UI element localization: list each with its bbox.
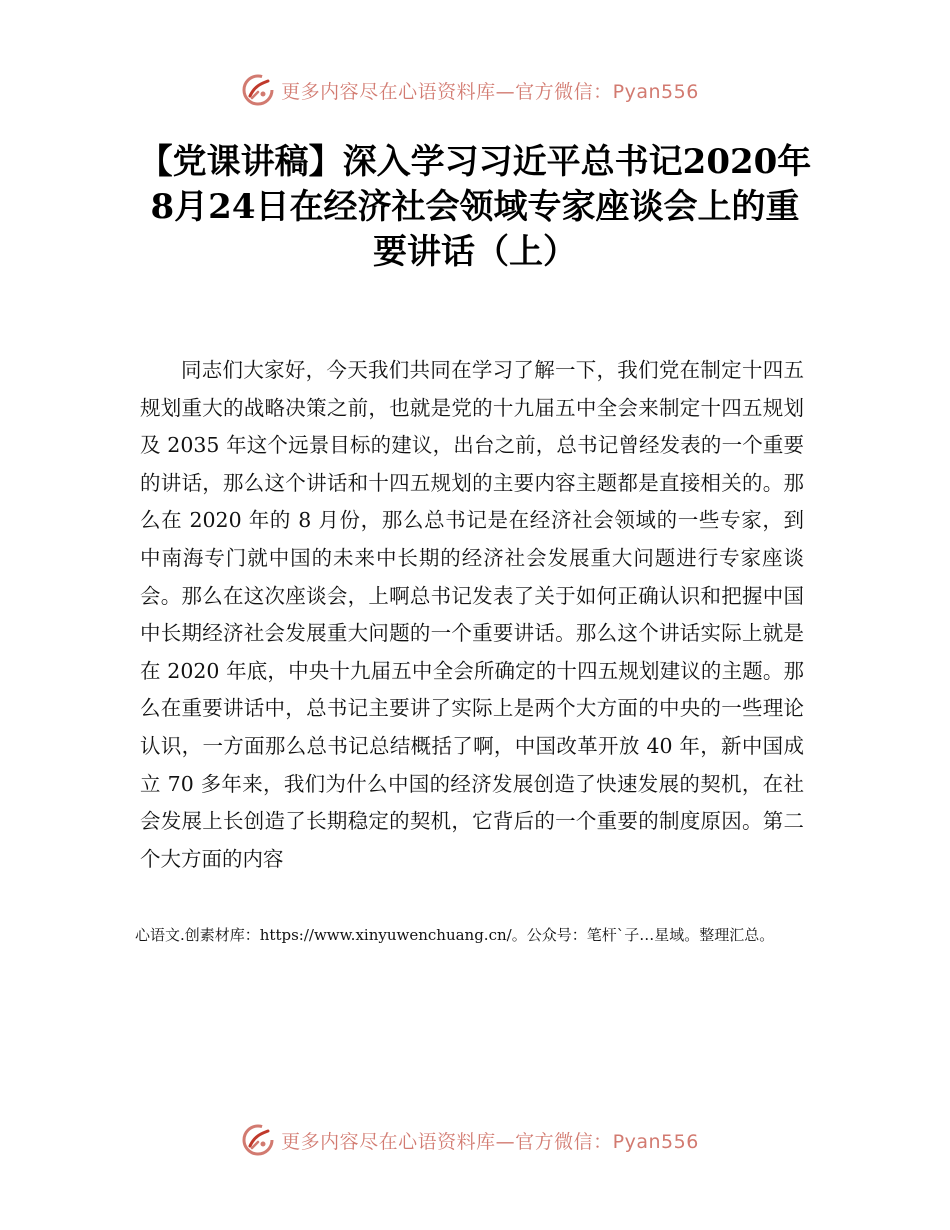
brush-swirl-logo-icon — [241, 1123, 275, 1157]
footer-watermark-banner — [0, 1118, 950, 1162]
document-body-paragraph: 同志们大家好，今天我们共同在学习了解一下，我们党在制定十四五规划重大的战略决策之前，也就是党的十九届五中全会来制定十四五规划及 2035 年这个远景目标的建议，出台之前，总书记曾经发表的一个重要的讲话，那么这个讲话和十四五规划的主要内容主题都是直接相关的。那么在 2020 年的 8 月份，那么总书记是在经济社会领域的一些专家，到中南海专门就中国的未来中长期的经济社会发展重大问题进行专家座谈会。那么在这次座谈会，上啊总书记发表了关于如何正确认识和把握中国中长期经济社会发展重大问题的一个重要讲话。那么这个讲话实际上就是在 2020 年底，中央十九届五中全会所确定的十四五规划建议的主题。那么在重要讲话中，总书记主要讲了实际上是两个大方面的中央的一些理论认识，一方面那么总书记总结概括了啊，中国改革开放 40 年，新中国成立 70 多年来，我们为什么中国的经济发展创造了快速发展的契机，在社会发展上长创造了长期稳定的契机，它背后的一个重要的制度原因。第二个大方面的内容 — [140, 358, 804, 871]
footer-banner-text: 更多内容尽在心语资料库—官方微信：Pyan556 — [281, 1130, 699, 1153]
document-title: 【党课讲稿】深入学习习近平总书记2020年8月24日在经济社会领域专家座谈会上的重要讲话（上） — [138, 142, 812, 272]
header-watermark-banner — [0, 68, 950, 112]
footer-banner-content — [241, 1123, 699, 1157]
source-footnote: 心语文.创素材库：https://www.xinyuwenchuang.cn/。公众号：笔杆`子…星域。整理汇总。 — [135, 926, 775, 944]
header-banner-content — [241, 73, 699, 107]
brush-swirl-logo-icon — [241, 73, 275, 107]
header-banner-text: 更多内容尽在心语资料库—官方微信：Pyan556 — [281, 80, 699, 103]
